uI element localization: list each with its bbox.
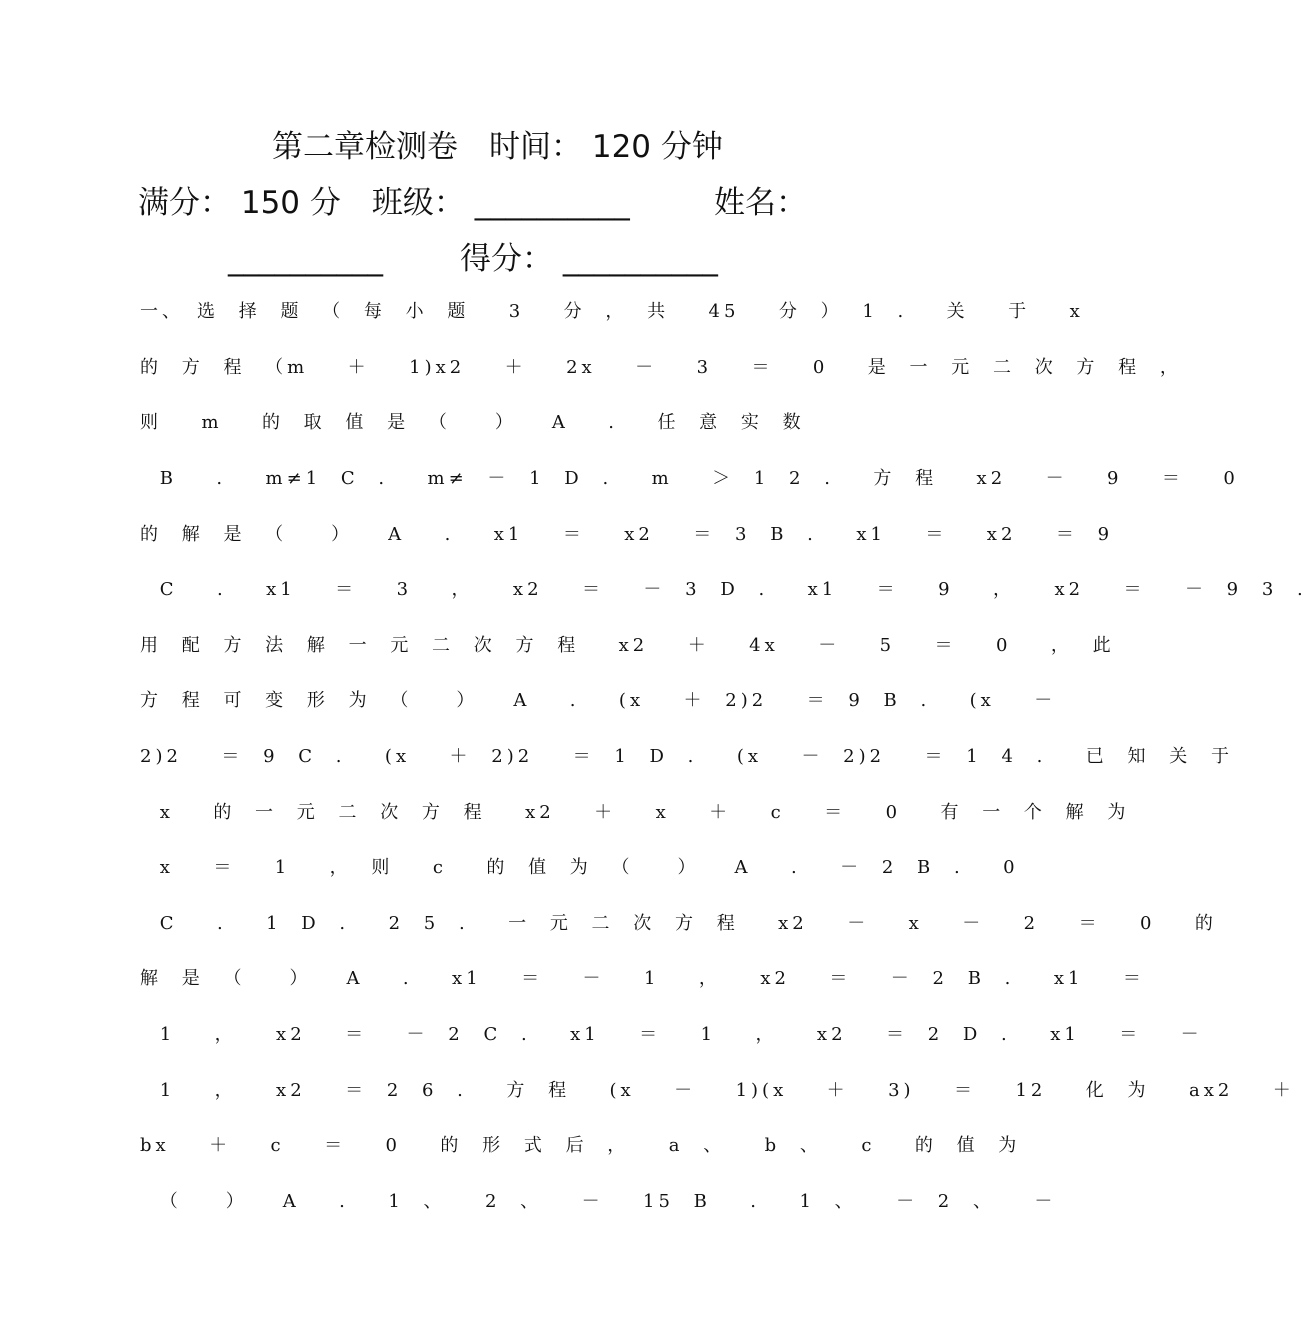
question-line: 的 解 是 （ ） A . x1 ＝ x2 ＝ 3 B . x1 ＝ x2 ＝ 9 — [140, 524, 1114, 545]
name-label: 姓名： — [714, 185, 807, 221]
question-line: x 的 一 元 二 次 方 程 x2 ＋ x ＋ c ＝ 0 有 一 个 解 为 — [140, 802, 1130, 823]
question-line: B . m≠1 C . m≠ － 1 D . m ＞ 1 2 . 方 程 x2 － 9 ＝ 0 — [140, 468, 1239, 489]
question-line: （ ） A . 1 、 2 、 － 15 B . 1 、 － 2 、 － — [140, 1191, 1057, 1212]
question-line: 解 是 （ ） A . x1 ＝ － 1 ， x2 ＝ － 2 B . x1 ＝ — [140, 968, 1145, 989]
score-class-line: 满分： 150 分 班级： __________ — [138, 185, 630, 221]
question-line: C . 1 D . 2 5 . 一 元 二 次 方 程 x2 － x － 2 ＝ 0 的 — [140, 913, 1217, 934]
question-line: 方 程 可 变 形 为 （ ） A . (x ＋ 2)2 ＝ 9 B . (x － — [140, 690, 1057, 711]
question-line: 的 方 程 （m ＋ 1)x2 ＋ 2x － 3 ＝ 0 是 一 元 二 次 方 程 ， — [140, 357, 1182, 378]
question-line: 1 ， x2 ＝ － 2 C . x1 ＝ 1 ， x2 ＝ 2 D . x1 ＝ － — [140, 1024, 1203, 1045]
name-blank: __________ — [228, 241, 383, 277]
question-line: 一、 选 择 题 （ 每 小 题 3 分 ， 共 45 分 ） 1 . 关 于 x — [140, 301, 1084, 322]
question-line: 2)2 ＝ 9 C . (x ＋ 2)2 ＝ 1 D . (x － 2)2 ＝ 1 4 . 已 知 关 于 — [140, 746, 1233, 767]
question-line: 则 m 的 取 值 是 （ ） A . 任 意 实 数 — [140, 412, 805, 433]
question-line: C . x1 ＝ 3 ， x2 ＝ － 3 D . x1 ＝ 9 ， x2 ＝ － 9 3 . — [140, 579, 1307, 600]
question-line: bx ＋ c ＝ 0 的 形 式 后 ， a 、 b 、 c 的 值 为 — [140, 1135, 1021, 1156]
score-label: 得分： __________ — [460, 241, 718, 277]
question-line: x ＝ 1 ， 则 c 的 值 为 （ ） A . － 2 B . 0 — [140, 857, 1019, 878]
exam-title: 第二章检测卷 时间： 120 分钟 — [272, 129, 723, 165]
question-line: 用 配 方 法 解 一 元 二 次 方 程 x2 ＋ 4x － 5 ＝ 0 ， 此 — [140, 635, 1115, 656]
question-line: 1 ， x2 ＝ 2 6 . 方 程 (x － 1)(x ＋ 3) ＝ 12 化 为 ax2 ＋ — [140, 1080, 1295, 1101]
